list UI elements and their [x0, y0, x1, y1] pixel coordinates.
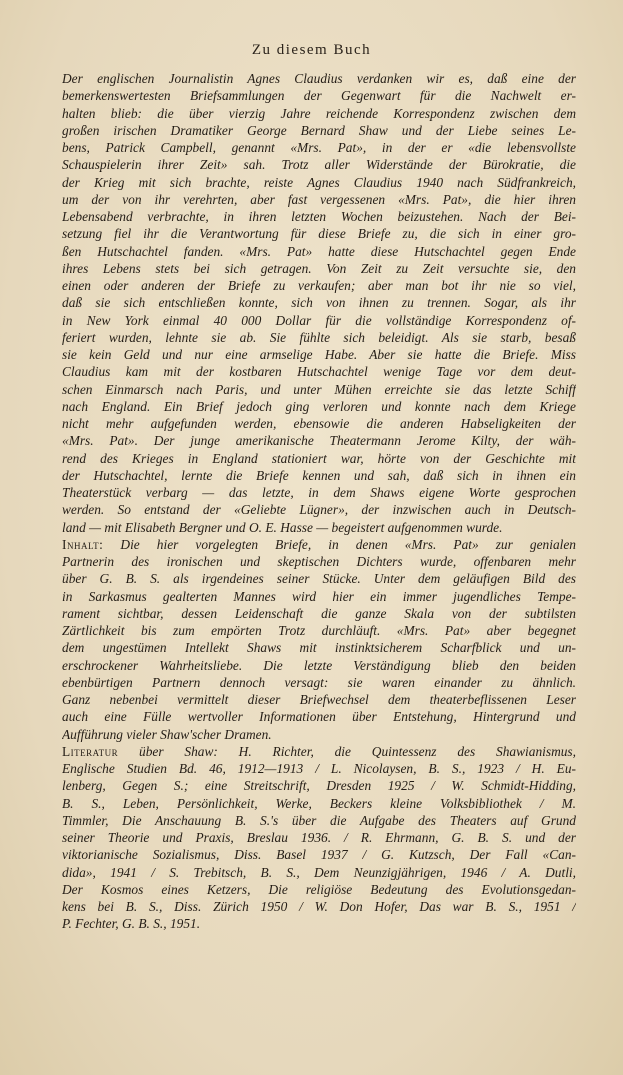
text-line: über G. B. S. als irgendeines seiner Stücke. Unter dem geläufigen Bild des: [62, 571, 576, 587]
text-line: Der Kosmos eines Ketzers, Die religiöse Bedeutung des Evolutionsgedan-: [62, 881, 576, 897]
text-line: Timmler, Die Anschauung B. S.'s über die Aufgabe des Theaters auf Grund: [62, 812, 576, 828]
text-line: ihres Lebens stets bei sich getragen. Von Zeit zu Zeit versuchte sie, den: [62, 260, 576, 276]
text-line-rest: Die hier vorgelegten Briefe, in denen «Mrs. Pat» zur genialen: [103, 536, 576, 552]
text-line: Theaterstück verbarg — das letzte, in dem Shaws eigene Worte gesprochen: [62, 485, 576, 500]
text-line: auch eine Fülle wertvoller Informationen über Entstehung, Hintergrund und: [62, 709, 576, 725]
text-line: nicht mehr aufgefunden werden, ebensowie die anderen Habseligkeiten der: [62, 416, 576, 431]
text-line: Ganz nebenbei vermittelt dieser Briefwechsel dem theaterbeflissenen Leser: [62, 692, 576, 707]
text-line: sie kein Geld und nur eine armselige Habe. Aber sie hatte die Briefe. Miss: [62, 347, 576, 362]
text-line: rament sichtbar, dessen Leidenschaft die ganze Skala von der subtilsten: [62, 605, 576, 621]
inhalt-paragraph: [62, 536, 576, 743]
text-line: nach England. Ein Brief jedoch ging verloren und konnte nach dem Kriege: [62, 398, 576, 414]
section-label: Inhalt:: [62, 536, 104, 552]
text-line: land — mit Elisabeth Bergner und O. E. Hasse — begeistert aufgenommen wurde.: [62, 519, 503, 535]
page-heading: Zu diesem Buch: [251, 42, 372, 58]
body-text: [62, 70, 576, 933]
text-line: Partnerin des ironischen und skeptischen Dichters wurde, offenbaren mehr: [62, 554, 576, 569]
text-line: viktorianische Sozialismus, Diss. Basel 1937 / G. Kutzsch, Der Fall «Can-: [62, 847, 576, 863]
text-line: P. Fechter, G. B. S., 1951.: [62, 916, 201, 932]
text-line: ebenbürtigen Partnern dennoch versagt: sie waren einander zu ähnlich.: [62, 674, 576, 690]
text-line: einen oder anderen der Briefe zu verkaufen; aber man bot ihr nie so viel,: [62, 278, 576, 293]
text-line: seiner Theorie und Praxis, Breslau 1936. / R. Ehrmann, G. B. S. und der: [62, 830, 576, 845]
text-line: bemerkenswertesten Briefsammlungen der Gegenwart für die Nachwelt er-: [62, 88, 576, 104]
text-line: «Mrs. Pat». Der junge amerikanische Theatermann Jerome Kilty, der wäh-: [62, 433, 576, 449]
text-line-rest: über Shaw: H. Richter, die Quintessenz des Shawianismus,: [118, 743, 576, 759]
text-line: lenberg, Gegen S.; eine Streitschrift, Dresden 1925 / W. Schmidt-Hidding,: [62, 778, 576, 794]
text-line: schen Einmarsch nach Paris, und unter Mühen erreichte sie das letzte Schiff: [62, 381, 576, 397]
literatur-paragraph: [62, 743, 576, 933]
text-line: [62, 536, 576, 553]
text-line: ßen Hutschachtel fanden. «Mrs. Pat» hatte diese Hutschachtel gegen Ende: [62, 243, 576, 259]
text-line: bens, Patrick Campbell, genannt «Mrs. Pat», in der er «die lebensvollste: [62, 140, 576, 155]
text-line: werden. So entstand der «Geliebte Lügner», der inzwischen auch in Deutsch-: [62, 502, 576, 518]
text-line: Schauspielerin ihrer Zeit» sah. Trotz aller Widerstände der Bürokratie, die: [62, 157, 576, 173]
text-line: setzung fiel ihr die Verantwortung für diese Briefe zu, die sich in einer gro-: [62, 226, 576, 242]
text-line: [62, 743, 576, 760]
text-line: Lebensabend verbrachte, in ihren letzten Wochen beizustehen. Nach der Bei-: [62, 209, 576, 224]
text-line: daß sie sich entschließen konnte, sich von ihnen zu trennen. Sogar, als ihr: [62, 295, 576, 311]
text-line: Der englischen Journalistin Agnes Claudius verdanken wir es, daß eine der: [62, 71, 576, 86]
text-line: in Sarkasmus gealterten Mannes wird hier ein immer jugendliches Tempe-: [62, 588, 576, 604]
text-line: Claudius kam mit der kostbaren Hutschachtel wenige Tage vor dem deut-: [62, 364, 576, 380]
text-line: rend des Krieges in England stationiert war, hörte von der Geschichte mit: [62, 450, 576, 466]
text-line: kens bei B. S., Diss. Zürich 1950 / W. Don Hofer, Das war B. S., 1951 /: [62, 899, 576, 914]
text-line: Aufführung vieler Shaw'scher Dramen.: [62, 726, 272, 742]
text-line: halten blieb: die über vierzig Jahre reichende Korrespondenz zwischen dem: [62, 105, 576, 121]
text-line: erschrockener Wahrheitsliebe. Die letzte Verständigung blieb den beiden: [62, 657, 576, 673]
text-line: Englische Studien Bd. 46, 1912—1913 / L. Nicolaysen, B. S., 1923 / H. Eu-: [62, 761, 576, 776]
text-line: Zärtlichkeit bis zum empörten Trotz durchläuft. «Mrs. Pat» aber begegnet: [62, 623, 576, 638]
text-line: feriert wurden, lehnte sie ab. Sie fühlte sich beleidigt. Als sie starb, besaß: [62, 329, 576, 345]
text-line: in New York einmal 40 000 Dollar für die vollständige Korrespondenz of-: [62, 312, 576, 328]
text-line: der Krieg mit sich brachte, reiste Agnes Claudius 1940 nach Südfrankreich,: [62, 174, 576, 190]
text-line: großen irischen Dramatiker George Bernard Shaw und der Liebe seines Le-: [62, 122, 576, 138]
text-line: der Hutschachtel, lernte die Briefe kennen und sah, daß sich in ihnen ein: [62, 467, 576, 483]
text-line: dida», 1941 / S. Trebitsch, B. S., Dem Neunzigjährigen, 1946 / A. Dutli,: [62, 864, 576, 880]
text-line: B. S., Leben, Persönlichkeit, Werke, Beckers kleine Volksbibliothek / M.: [62, 795, 576, 811]
text-line: um der von ihr verehrten, aber fast vergessenen «Mrs. Pat», die hier ihren: [62, 191, 576, 207]
text-line: dem ungestümen Intellekt Shaws mit instinktsicherem Scharfblick und un-: [62, 640, 576, 656]
section-label: Literatur: [62, 743, 119, 759]
intro-paragraph: [62, 70, 576, 536]
